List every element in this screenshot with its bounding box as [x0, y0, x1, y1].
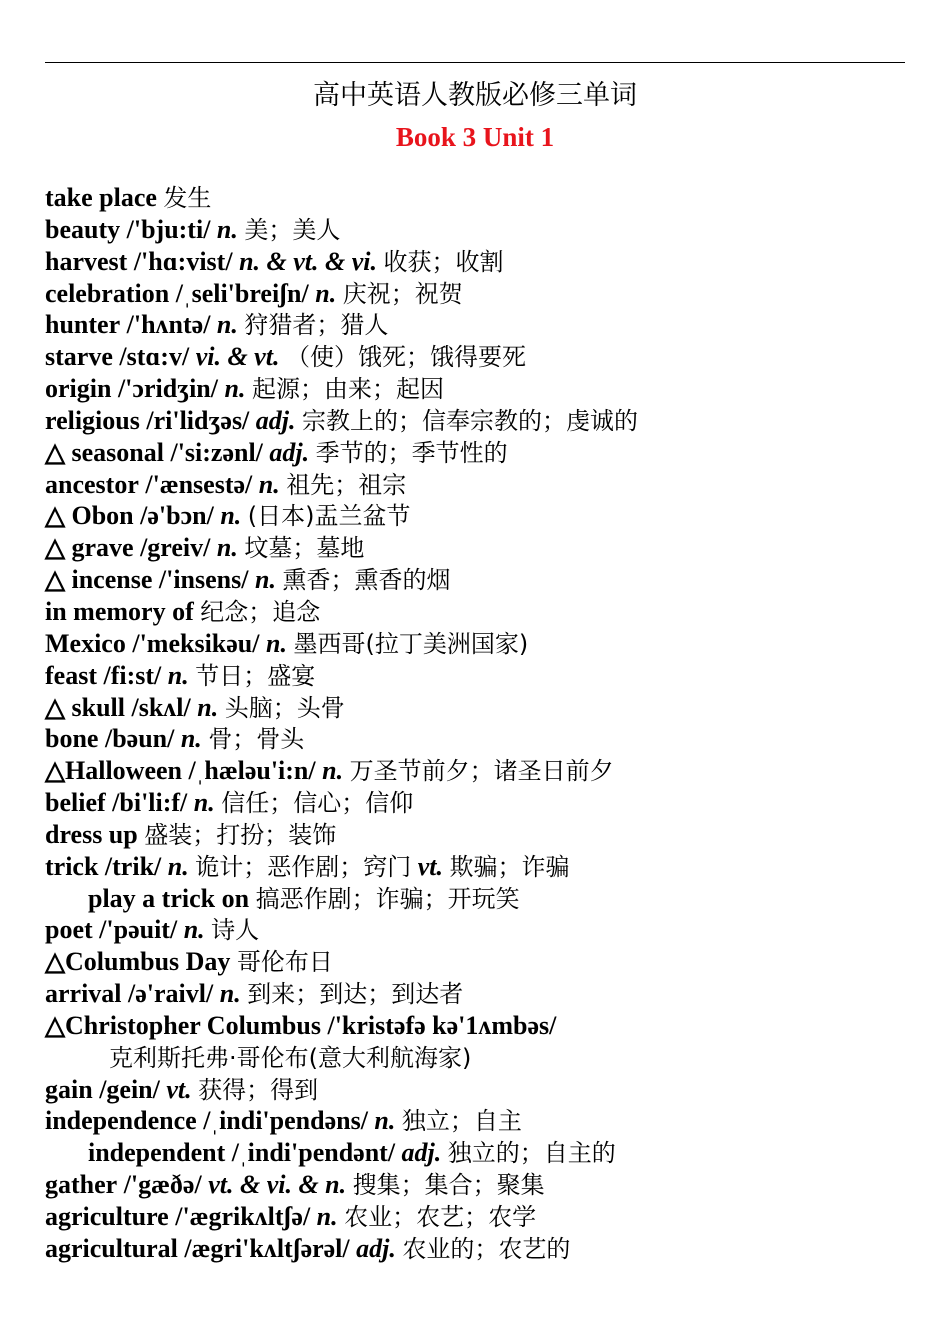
entry-word: △ incense: [45, 565, 153, 595]
entry-word: harvest: [45, 246, 128, 276]
entry-word: arrival: [45, 979, 122, 1009]
entry-phonetic: /'ænsestə/: [145, 469, 253, 499]
entry-phonetic: /'ægrikʌltʃə/: [175, 1202, 311, 1231]
entry-meaning: 万圣节前夕；诸圣日前夕: [349, 757, 614, 786]
entry-meaning: 墨西哥(拉丁美洲国家): [293, 629, 529, 658]
entry-word: independent: [88, 1138, 226, 1168]
vocab-entry: [45, 819, 925, 851]
entry-word: origin: [45, 374, 112, 404]
vocab-entry: [45, 1201, 925, 1233]
entry-word: Mexico: [45, 628, 126, 658]
entry-meaning: 盛装；打扮；装饰: [144, 820, 337, 849]
vocab-entry: [45, 883, 925, 915]
entry-meaning: 骨；骨头: [208, 725, 305, 754]
entry-part-of-speech: vt.: [166, 1074, 192, 1104]
entry-meaning: 宗教上的；信奉宗教的；虔诚的: [302, 406, 639, 435]
entry-word: gather: [45, 1170, 118, 1200]
vocab-entry: [45, 755, 925, 787]
entry-part-of-speech: n.: [216, 214, 238, 244]
entry-meaning: 信任；信心；信仰: [221, 789, 414, 818]
vocab-entry: [45, 1074, 925, 1106]
entry-meaning: 获得；得到: [198, 1075, 319, 1104]
entry-word: △Columbus Day: [45, 947, 231, 977]
entry-word: dress up: [45, 819, 138, 849]
entry-phonetic: /gein/: [99, 1074, 160, 1104]
entry-meaning: 发生: [163, 184, 212, 212]
entry-word: in memory of: [45, 596, 194, 626]
entry-word: independence: [45, 1106, 197, 1136]
page-title: 高中英语人教版必修三单词: [313, 80, 637, 111]
entry-meaning: 收获；收割: [383, 247, 504, 276]
vocab-entry: [45, 564, 925, 596]
entry-part-of-speech: vi. & vt.: [195, 342, 280, 372]
vocab-entry: [45, 660, 925, 692]
entry-meaning: 狩猎者；猎人: [244, 311, 389, 340]
entry-part-of-speech: adj.: [401, 1138, 442, 1168]
entry-word: △Halloween: [45, 756, 182, 786]
entry-phonetic: /trik/: [104, 851, 162, 881]
vocab-entry: [45, 500, 925, 532]
entry-part-of-speech: n.: [193, 788, 215, 818]
entry-word: bone: [45, 724, 99, 754]
vocab-entry: [45, 596, 925, 628]
entry-meaning: 季节的；季节性的: [315, 438, 508, 467]
unit-subtitle: Book 3 Unit 1: [395, 122, 555, 152]
entry-part-of-speech: n.: [254, 565, 276, 595]
vocab-entry: [45, 1105, 925, 1137]
vocab-entry: [45, 182, 925, 214]
entry-word: △Christopher Columbus: [45, 1010, 321, 1040]
entry-phonetic: /'gæðə/: [123, 1170, 202, 1200]
entry-phonetic: /'ɔridʒin/: [117, 374, 218, 404]
entry-word: gain: [45, 1074, 93, 1104]
entry-word: agricultural: [45, 1233, 178, 1263]
entry-meaning: 诡计；恶作剧；窍门: [195, 852, 412, 881]
vocab-entry: [45, 1010, 925, 1042]
entry-phonetic: /greiv/: [140, 533, 211, 563]
entry-meaning: （使）饿死；饿得要死: [285, 343, 526, 372]
entry-meaning: 头脑；头骨: [224, 693, 345, 722]
entry-word: celebration: [45, 278, 170, 308]
entry-part-of-speech: adj.: [269, 437, 310, 467]
vocab-entry: [45, 309, 925, 341]
header-rule: [45, 62, 905, 63]
entry-part-of-speech: n.: [183, 915, 205, 945]
vocab-entry: [45, 405, 925, 437]
entry-part-of-speech: n. & vt. & vi.: [239, 246, 377, 276]
entry-part-of-speech: vt. & vi. & n.: [208, 1170, 347, 1200]
entry-meaning: 独立；自主: [401, 1107, 522, 1136]
entry-meaning: 祖先；祖宗: [286, 470, 407, 499]
entry-word: religious: [45, 405, 140, 435]
entry-word: belief: [45, 788, 106, 818]
vocab-entry: [45, 373, 925, 405]
entry-phonetic: /fi:st/: [103, 660, 162, 690]
entry-part-of-speech: n.: [265, 628, 287, 658]
entry-word: play a trick on: [88, 883, 250, 913]
entry-part-of-speech: n.: [167, 851, 189, 881]
entry-meaning: 诗人: [211, 916, 260, 945]
entry-part-of-speech: n.: [316, 1202, 338, 1231]
vocab-entry: [45, 692, 925, 724]
entry-part-of-speech: n.: [374, 1106, 396, 1136]
entry-phonetic: /'insens/: [158, 565, 249, 595]
entry-phonetic: /'si:zənl/: [170, 437, 263, 467]
entry-meaning: 到来；到达；到达者: [247, 980, 464, 1009]
entry-phonetic: /ri'lidʒəs/: [146, 405, 250, 435]
vocab-entry: [45, 341, 925, 373]
vocab-entry: [45, 628, 925, 660]
vocab-entry: [45, 278, 925, 310]
vocab-entry: [45, 1233, 925, 1265]
entry-phonetic: /ˌindi'pendəns/: [203, 1106, 368, 1136]
vocab-entry: [45, 214, 925, 246]
entry-word: beauty: [45, 214, 121, 244]
entry-meaning: 独立的；自主的: [447, 1139, 616, 1168]
entry-part-of-speech: n.: [315, 278, 337, 308]
entry-phonetic: /'bju:ti/: [126, 214, 211, 244]
entry-part-of-speech: adj.: [356, 1233, 396, 1263]
entry-phonetic: /ə'raivl/: [128, 979, 214, 1009]
entry-phonetic: /ægri'kʌltʃərəl/: [184, 1233, 350, 1263]
entry-phonetic: /ˌhæləu'i:n/: [188, 756, 316, 786]
entry-meaning: 搞恶作剧；诈骗；开玩笑: [255, 884, 520, 913]
entry-word: △ Obon: [45, 501, 134, 531]
entry-word: hunter: [45, 310, 121, 340]
entry-word: trick: [45, 851, 99, 881]
entry-phonetic: /'pəuit/: [99, 915, 178, 945]
entry-phonetic: /bəun/: [104, 724, 175, 754]
vocab-entry: [45, 1137, 925, 1169]
vocab-entry: [45, 787, 925, 819]
entry-phonetic: /'meksikəu/: [132, 628, 260, 658]
entry-phonetic: /stɑ:v/: [119, 342, 190, 372]
entry-part-of-speech: n.: [167, 660, 189, 690]
entry-word: ancestor: [45, 469, 139, 499]
entry-phonetic: /bi'li:f/: [112, 788, 188, 818]
entry-word: feast: [45, 660, 97, 690]
entry-part-of-speech: n.: [180, 724, 202, 754]
entry-word: △ grave: [45, 533, 134, 563]
entry-meaning: 纪念；追念: [200, 597, 321, 626]
entry-part-of-speech: n.: [322, 756, 344, 786]
entry-word: take place: [45, 183, 157, 212]
entry-meaning: 农业；农艺；农学: [344, 1203, 537, 1231]
entry-word: △ skull: [45, 692, 125, 722]
vocabulary-list: [45, 182, 925, 1265]
entry-part-of-speech: n.: [220, 501, 242, 531]
entry-meaning-2: 欺骗；诈骗: [449, 852, 570, 881]
vocab-entry: [45, 914, 925, 946]
entry-meaning: 搜集；集合；聚集: [352, 1171, 545, 1200]
entry-phonetic: /ˌindi'pendənt/: [231, 1138, 396, 1168]
entry-word: poet: [45, 915, 93, 945]
vocab-entry: [45, 437, 925, 469]
entry-part-of-speech-2: vt.: [417, 851, 443, 881]
entry-meaning: 哥伦布日: [236, 948, 333, 977]
vocab-entry: [45, 1169, 925, 1201]
entry-meaning: 美；美人: [244, 215, 341, 244]
entry-meaning: 起源；由来；起因: [251, 375, 444, 404]
entry-word: △ seasonal: [45, 437, 164, 467]
entry-word: agriculture: [45, 1202, 169, 1231]
entry-phonetic: /ˌseli'breiʃn/: [175, 278, 309, 308]
entry-meaning: 节日；盛宴: [195, 661, 316, 690]
vocab-entry: [45, 946, 925, 978]
entry-phonetic: /'kristəfə kə'1ʌmbəs/: [327, 1010, 557, 1040]
entry-phonetic: /'hʌntə/: [126, 310, 211, 340]
entry-meaning: 坟墓；墓地: [244, 534, 365, 563]
vocab-entry: [45, 469, 925, 501]
entry-part-of-speech: adj.: [255, 405, 296, 435]
entry-part-of-speech: n.: [197, 692, 219, 722]
vocab-entry: [45, 1042, 925, 1074]
vocab-entry: [45, 532, 925, 564]
entry-meaning: 熏香；熏香的烟: [282, 566, 451, 595]
vocab-entry: [45, 978, 925, 1010]
entry-word: starve: [45, 342, 113, 372]
vocab-entry: [45, 246, 925, 278]
entry-part-of-speech: n.: [216, 533, 238, 563]
entry-part-of-speech: n.: [219, 979, 241, 1009]
entry-meaning: 农业的；农艺的: [402, 1234, 571, 1263]
entry-part-of-speech: n.: [216, 310, 238, 340]
entry-phonetic: /'hɑ:vist/: [133, 246, 233, 276]
entry-meaning: 克利斯托弗·哥伦布(意大利航海家): [109, 1043, 472, 1072]
entry-part-of-speech: n.: [258, 469, 280, 499]
entry-meaning: 庆祝；祝贺: [342, 279, 463, 308]
vocab-entry: [45, 851, 925, 883]
entry-part-of-speech: n.: [224, 374, 246, 404]
vocab-entry: [45, 723, 925, 755]
entry-meaning: (日本)盂兰盆节: [247, 502, 411, 531]
entry-phonetic: /ə'bɔn/: [140, 501, 214, 531]
entry-phonetic: /skʌl/: [131, 692, 191, 722]
